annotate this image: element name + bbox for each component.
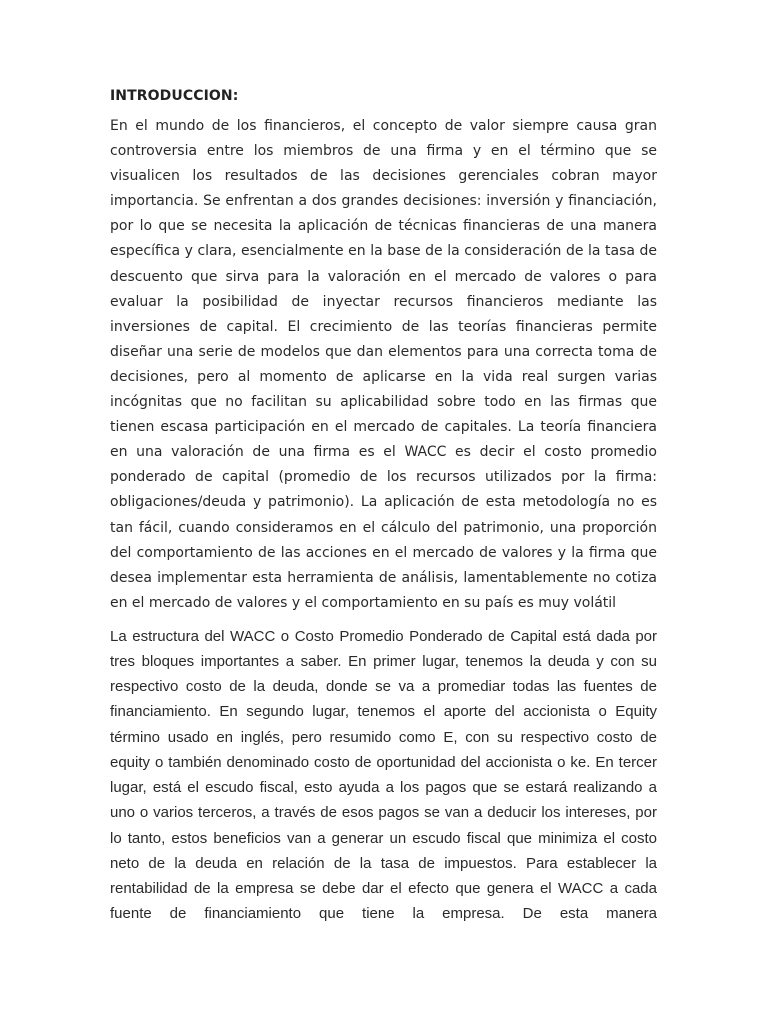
paragraph-wacc-structure: La estructura del WACC o Costo Promedio Ponderado de Capital está dada por tres bloques importantes a saber. En primer lugar, tenemos la deuda y con su respectivo costo de la deuda, donde se va a promediar todas las fuentes de financiamiento. En segundo lugar, tenemos el aporte del accionista o Equity término usado en inglés, pero resumido como E, con su respectivo costo de equity o también denominado costo de oportunidad del accionista o ke. En tercer lugar, está el escudo fiscal, esto ayuda a los pagos que se estará realizando a uno o varios terceros, a través de esos pagos se van a deducir los intereses, por lo tanto, estos beneficios van a generar un escudo fiscal que minimiza el costo neto de la deuda en relación de la tasa de impuestos. Para establecer la rentabilidad de la empresa se debe dar el efecto que genera el WACC a cada fuente de financiamiento que tiene la empresa. De esta manera [110,627,657,923]
paragraph-intro: En el mundo de los financieros, el concepto de valor siempre causa gran controversia entre los miembros de una firma y en el término que se visualicen los resultados de las decisiones gerenciales cobran mayor importancia. Se enfrentan a dos grandes decisiones: inversión y financiación, por lo que se necesita la aplicación de técnicas financieras de una manera específica y clara, esencialmente en la base de la consideración de la tasa de descuento que sirva para la valoración en el mercado de valores o para evaluar la posibilidad de inyectar recursos financieros mediante las inversiones de capital. El crecimiento de las teorías financieras permite diseñar una serie de modelos que dan elementos para una correcta toma de decisiones, pero al momento de aplicarse en la vida real surgen varias incógnitas que no facilitan su aplicabilidad sobre todo en las firmas que tienen escasa participación en el mercado de capitales. La teoría financiera en una valoración de una firma es el WACC es decir el costo promedio ponderado de capital (promedio de los recursos utilizados por la firma: obligaciones/deuda y patrimonio). La aplicación de esta metodología no es tan fácil, cuando consideramos en el cálculo del patrimonio, una proporción del comportamiento de las acciones en el mercado de valores y la firma que desea implementar esta herramienta de análisis, lamentablemente no cotiza en el mercado de valores y el comportamiento en su país es muy volátil [110,118,657,611]
section-heading: INTRODUCCION: [110,88,239,104]
document-page [110,86,657,926]
